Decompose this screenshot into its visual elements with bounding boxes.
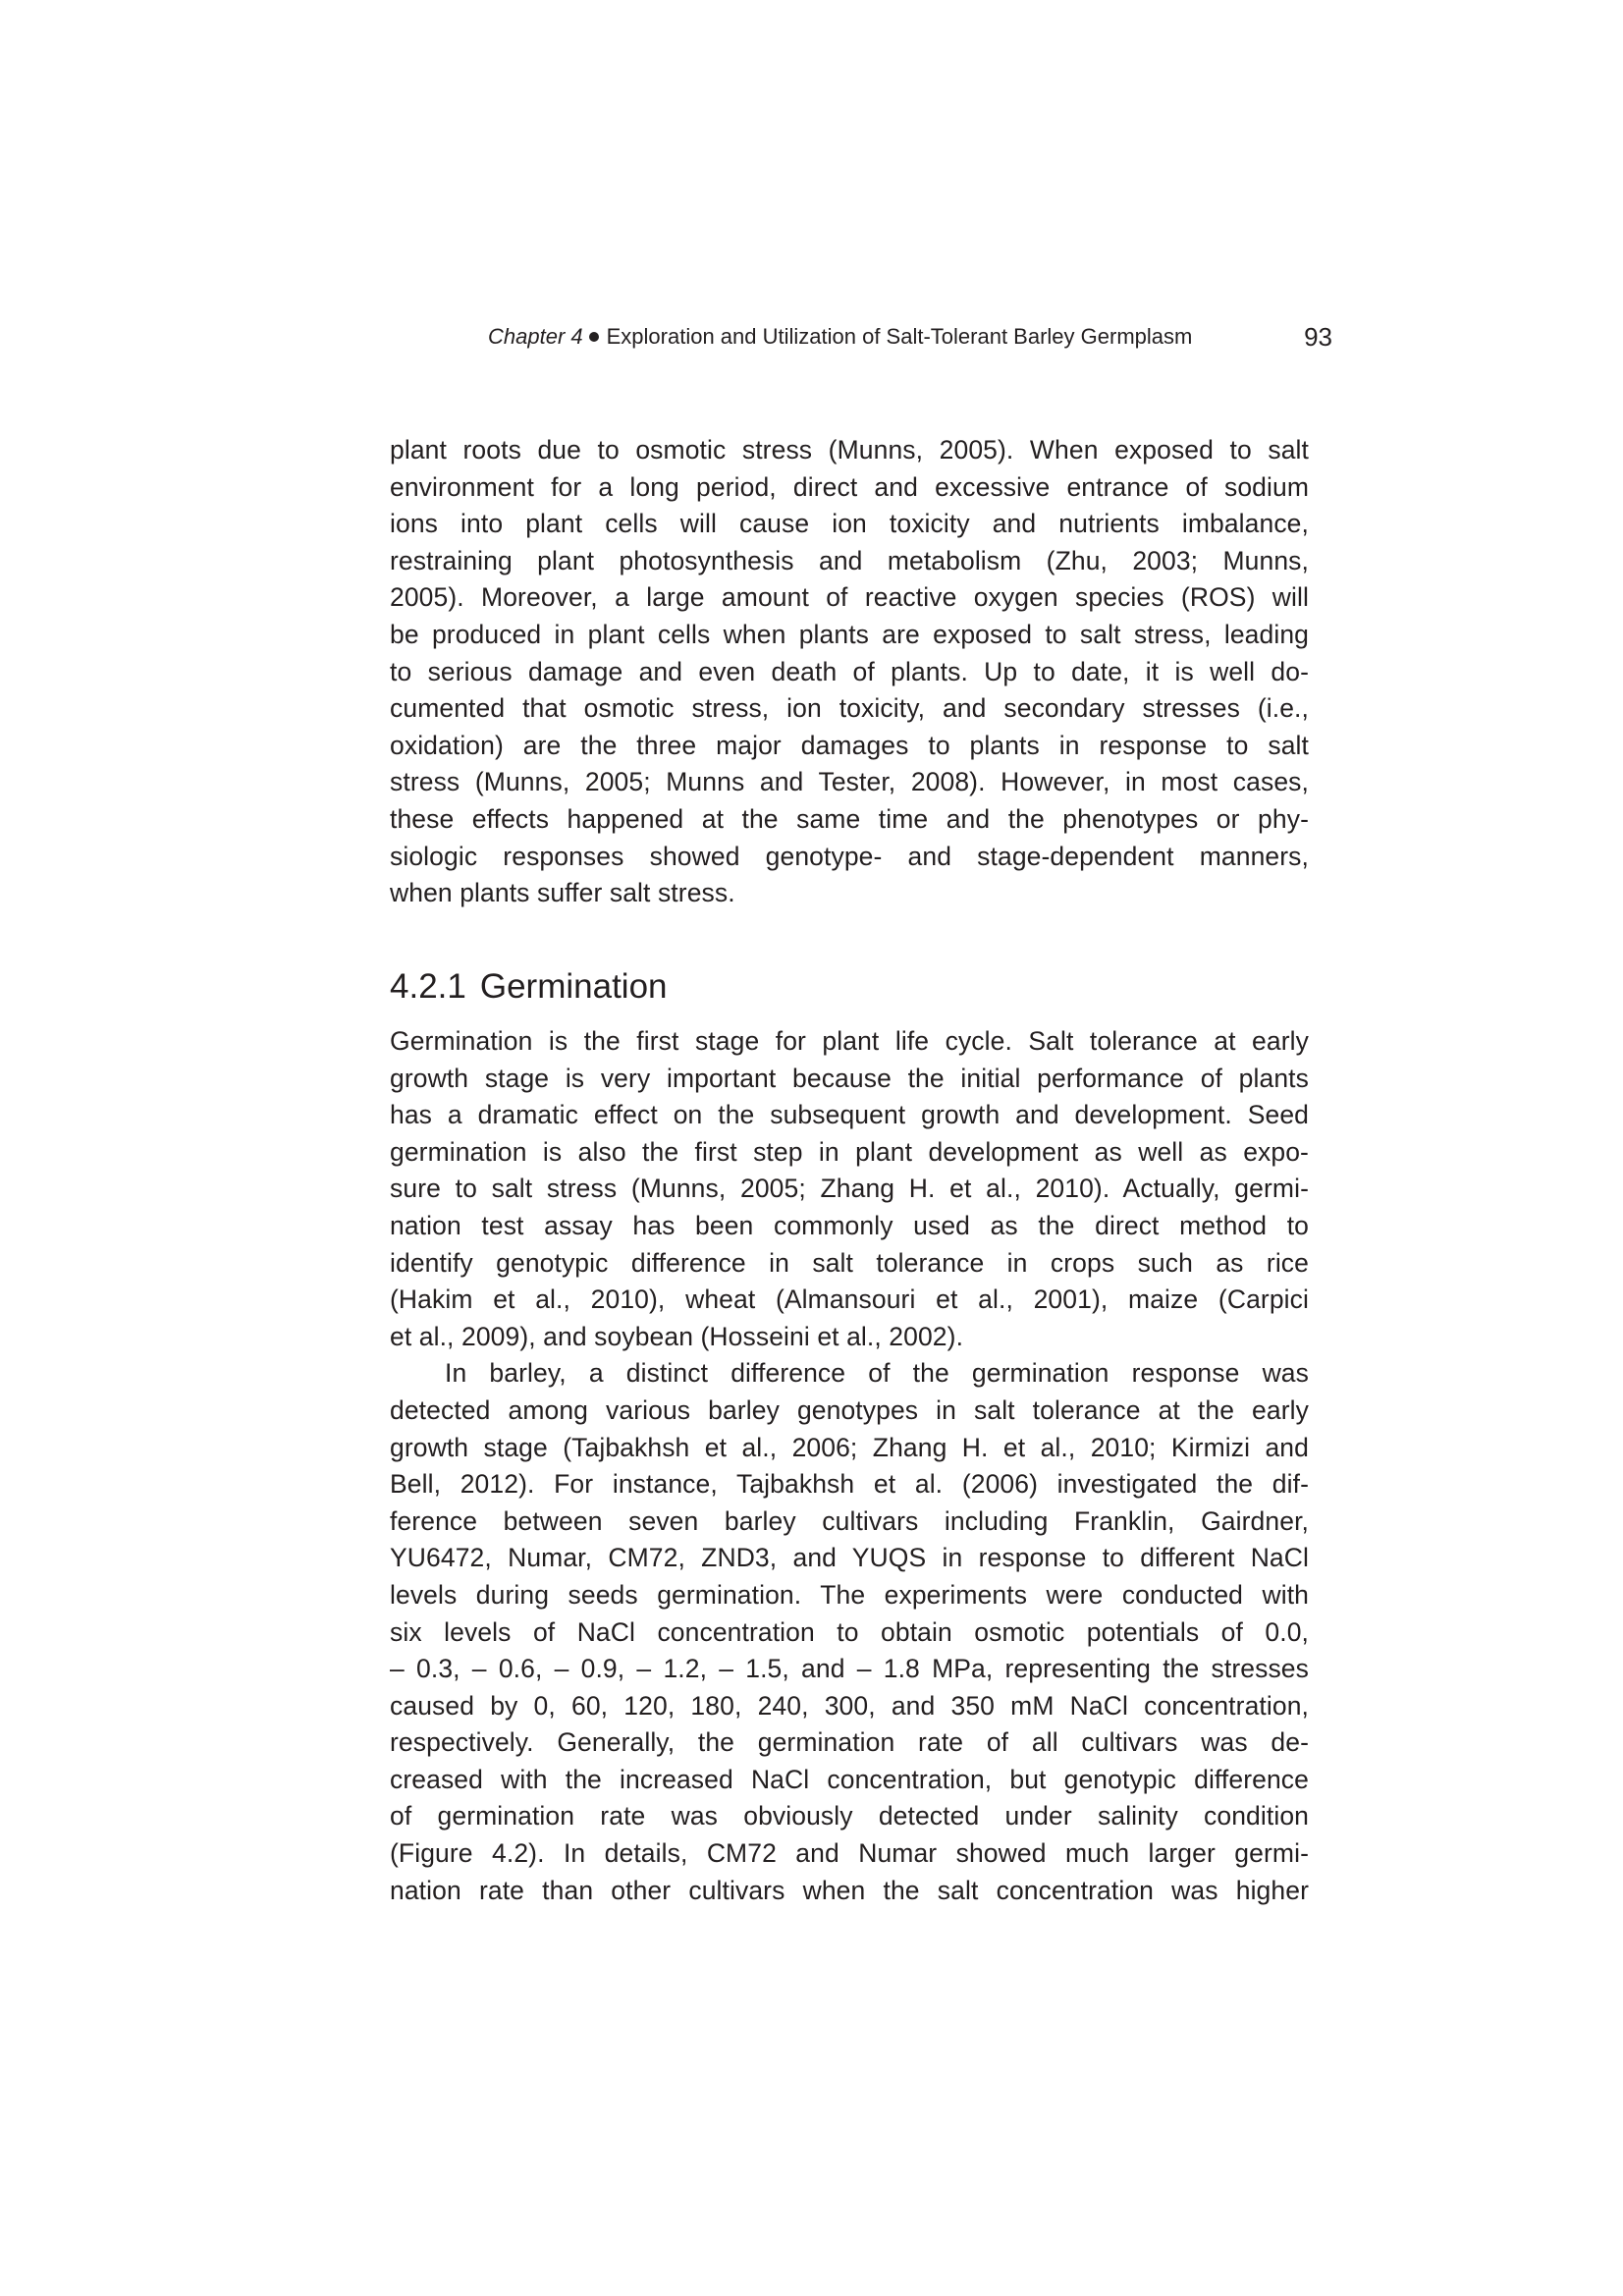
section-title: Germination (479, 967, 668, 1006)
text-line: be produced in plant cells when plants are exposed to salt stress, leading (390, 619, 1309, 649)
text-line: (Hakim et al., 2010), wheat (Almansouri et al., 2001), maize (Carpici (390, 1285, 1309, 1315)
text-line: et al., 2009), and soybean (Hosseini et al., 2002). (390, 1321, 964, 1351)
text-line: nation test assay has been commonly used as the direct method to (390, 1210, 1309, 1240)
running-header (488, 320, 1332, 354)
text-line: – 0.3, – 0.6, – 0.9, – 1.2, – 1.5, and – 1.8 MPa, representing the stresses (390, 1654, 1309, 1684)
text-line: (Figure 4.2). In details, CM72 and Numar showed much larger germi- (390, 1838, 1309, 1869)
text-line: siologic responses showed genotype- and stage-dependent manners, (390, 841, 1309, 871)
text-line: YU6472, Numar, CM72, ZND3, and YUQS in response to different NaCl (390, 1543, 1309, 1573)
text-line: nation rate than other cultivars when the salt concentration was higher (390, 1875, 1309, 1905)
text-line: restraining plant photosynthesis and metabolism (Zhu, 2003; Munns, (390, 545, 1309, 575)
text-line: germination is also the first step in plant development as well as expo- (390, 1136, 1309, 1167)
paragraph-3-text (390, 1355, 1309, 1909)
text-line: of germination rate was obviously detected under salinity condition (390, 1801, 1309, 1831)
text-line: six levels of NaCl concentration to obtain osmotic potentials of 0.0, (390, 1616, 1309, 1647)
text-line: respectively. Generally, the germination rate of all cultivars was de- (390, 1727, 1309, 1758)
text-line: Germination is the first stage for plant life cycle. Salt tolerance at early (390, 1026, 1309, 1056)
text-line: detected among various barley genotypes in salt tolerance at the early (390, 1394, 1309, 1425)
section-body (390, 1023, 1309, 1909)
text-line: creased with the increased NaCl concentration, but genotypic difference (390, 1764, 1309, 1794)
text-line: growth stage (Tajbakhsh et al., 2006; Zhang H. et al., 2010; Kirmizi and (390, 1432, 1309, 1462)
paragraph-1 (390, 432, 1309, 912)
text-line: caused by 0, 60, 120, 180, 240, 300, and 350 mM NaCl concentration, (390, 1690, 1309, 1721)
paragraph-2-text (390, 1023, 1309, 1355)
paragraph-1-text (390, 432, 1309, 912)
chapter-title: Exploration and Utilization of Salt-Tolerant Barley Germplasm (606, 324, 1193, 349)
text-line: growth stage is very important because the initial performance of plants (390, 1063, 1309, 1093)
text-line: levels during seeds germination. The experiments were conducted with (390, 1579, 1309, 1610)
page-number: 93 (1304, 322, 1332, 352)
text-line: stress (Munns, 2005; Munns and Tester, 2008). However, in most cases, (390, 767, 1309, 797)
text-line: ference between seven barley cultivars including Franklin, Gairdner, (390, 1505, 1309, 1536)
text-line: when plants suffer salt stress. (390, 878, 735, 908)
text-line: environment for a long period, direct and excessive entrance of sodium (390, 471, 1309, 502)
text-line: has a dramatic effect on the subsequent growth and development. Seed (390, 1100, 1309, 1130)
text-line: oxidation) are the three major damages to plants in response to salt (390, 730, 1309, 760)
text-line: ions into plant cells will cause ion toxicity and nutrients imbalance, (390, 509, 1309, 539)
text-line: identify genotypic difference in salt tolerance in crops such as rice (390, 1247, 1309, 1278)
text-line: Bell, 2012). For instance, Tajbakhsh et al. (2006) investigated the dif- (390, 1469, 1309, 1500)
section-number: 4.2.1 (390, 967, 466, 1006)
text-line: to serious damage and even death of plants. Up to date, it is well do- (390, 656, 1309, 686)
section-heading (390, 964, 668, 1010)
text-line: these effects happened at the same time and the phenotypes or phy- (390, 803, 1309, 834)
text-line: sure to salt stress (Munns, 2005; Zhang H. et al., 2010). Actually, germi- (390, 1174, 1309, 1204)
text-line: In barley, a distinct difference of the germination response was (445, 1358, 1309, 1389)
chapter-label: Chapter 4 (488, 324, 583, 349)
text-line: cumented that osmotic stress, ion toxicity, and secondary stresses (i.e., (390, 693, 1309, 724)
text-line: plant roots due to osmotic stress (Munns, 2005). When exposed to salt (390, 435, 1309, 465)
bullet-icon (589, 332, 599, 342)
text-line: 2005). Moreover, a large amount of reactive oxygen species (ROS) will (390, 582, 1309, 613)
